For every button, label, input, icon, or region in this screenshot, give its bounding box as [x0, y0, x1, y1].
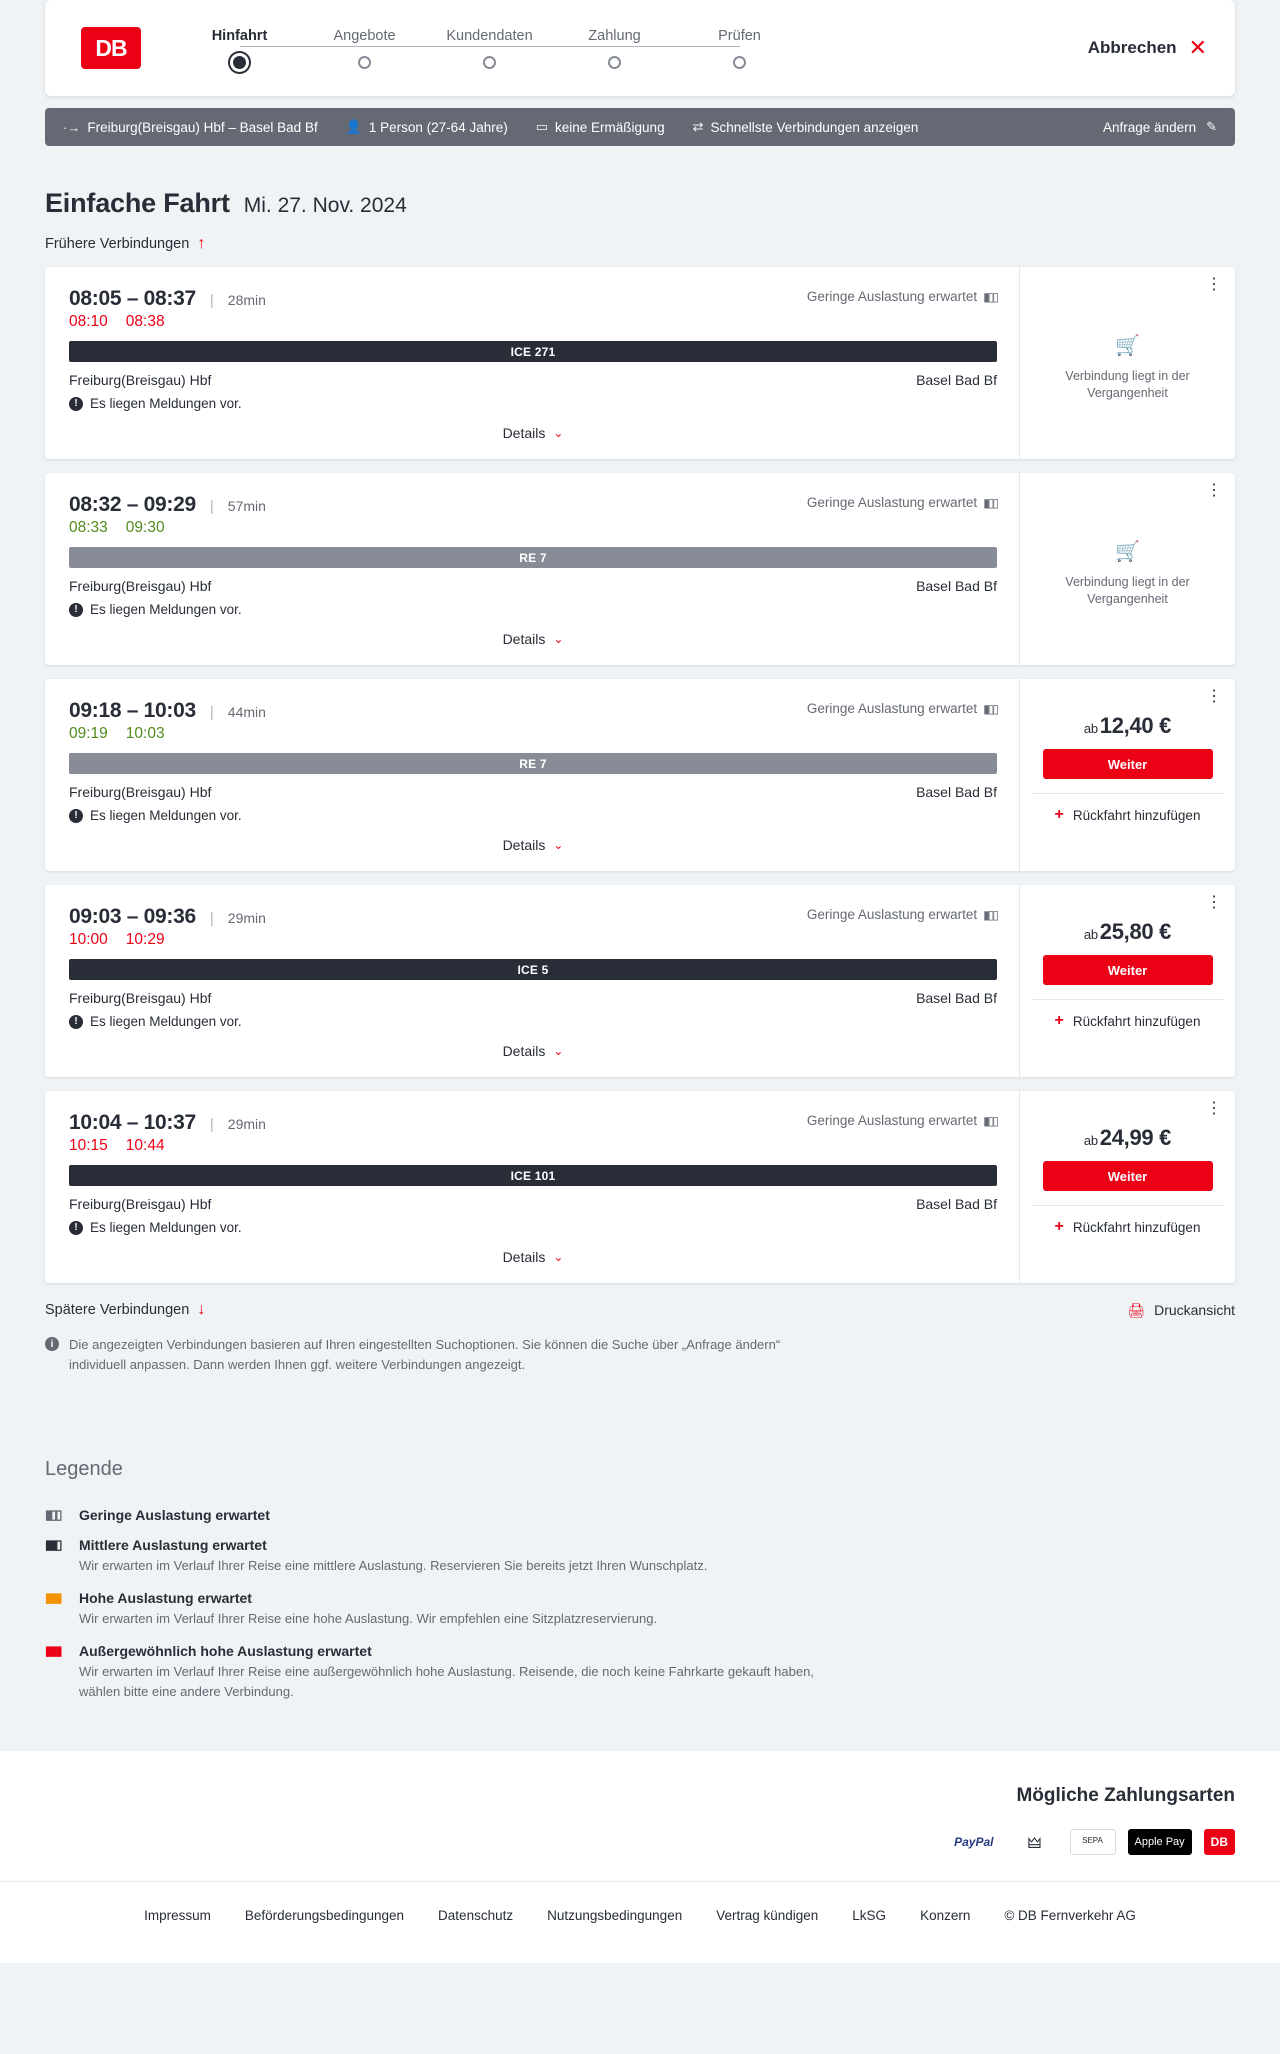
payments-section [0, 1751, 1280, 1881]
add-return-button[interactable] [1032, 1205, 1223, 1236]
legend-item-label: Mittlere Auslastung erwartet [79, 1537, 267, 1553]
utilization-info [807, 1113, 997, 1128]
connection-notice-label: Es liegen Meldungen vor. [90, 396, 242, 411]
step-2[interactable] [427, 28, 552, 69]
connection-notice[interactable] [69, 1220, 997, 1235]
payments-title: Mögliche Zahlungsarten [1016, 1784, 1235, 1806]
legend-item-desc: Wir erwarten im Verlauf Ihrer Reise eine außergewöhnlich hohe Auslastung. Reisende, die noch keine Fahrkarte gekauft haben, wählen bitte eine andere Verbindung. [79, 1664, 814, 1700]
route-arrow-icon: ·→ [63, 119, 81, 135]
connection-notice-label: Es liegen Meldungen vor. [90, 808, 242, 823]
app-header [45, 0, 1235, 96]
footer-link[interactable]: Beförderungsbedingungen [244, 1907, 405, 1923]
legend-item-label: Außergewöhnlich hohe Auslastung erwartet [79, 1643, 372, 1660]
connection-stations [69, 1196, 997, 1212]
utilization-info [807, 289, 997, 304]
close-icon[interactable]: ✕ [1188, 35, 1207, 60]
connection-card [45, 1091, 1235, 1283]
connection-time-range: 09:03 – 09:36 [69, 905, 196, 928]
step-3[interactable] [552, 28, 677, 69]
details-toggle[interactable] [503, 837, 564, 853]
connection-notice[interactable] [69, 808, 997, 823]
connection-stations [69, 990, 997, 1006]
connection-duration: 29min [227, 1116, 266, 1132]
change-request-button[interactable] [1103, 119, 1221, 135]
legend-items [45, 1507, 1235, 1703]
destination-station: Basel Bad Bf [916, 990, 997, 1006]
info-icon: ! [69, 603, 83, 617]
footer-link[interactable]: Konzern [920, 1907, 971, 1923]
train-badge[interactable]: ICE 271 [69, 341, 997, 362]
footer-link[interactable]: Datenschutz [438, 1907, 514, 1923]
details-toggle[interactable] [503, 425, 564, 441]
price-prefix: ab [1083, 1133, 1098, 1148]
past-connection-notice [1032, 539, 1223, 608]
footer-link[interactable]: LkSG [852, 1907, 887, 1923]
price-prefix: ab [1083, 721, 1098, 736]
footer-link[interactable]: Nutzungsbedingungen [547, 1907, 683, 1923]
step-dot [608, 56, 621, 69]
details-toggle[interactable] [503, 1249, 564, 1265]
utilization-label: Geringe Auslastung erwartet [806, 907, 978, 922]
chevron-down-icon: ⌄ [553, 838, 564, 852]
add-return-button[interactable] [1032, 999, 1223, 1030]
chevron-down-icon: ⌄ [553, 1250, 564, 1264]
occupancy-icon: ▮▮▮ [45, 1590, 61, 1606]
add-return-label: Rückfahrt hinzufügen [1072, 1219, 1201, 1235]
price-value: 12,40 € [1099, 713, 1172, 738]
print-view-button[interactable] [1127, 1302, 1235, 1319]
step-dot [358, 56, 371, 69]
connection-stations [69, 578, 997, 594]
cart-icon: 🛒 [1115, 540, 1140, 563]
price [1084, 1125, 1171, 1151]
later-connections-button[interactable] [45, 1301, 205, 1319]
origin-station: Freiburg(Breisgau) Hbf [69, 784, 212, 800]
step-connector [365, 46, 490, 47]
summary-route[interactable] [59, 120, 332, 135]
connection-main [45, 267, 1020, 459]
details-label: Details [502, 425, 546, 441]
connection-time-range: 08:32 – 09:29 [69, 493, 196, 516]
step-label: Prüfen [718, 27, 761, 44]
db-logo: DB [81, 27, 141, 69]
legend-title: Legende [45, 1458, 123, 1480]
plus-icon: + [1054, 806, 1064, 823]
legend-item-label: Hohe Auslastung erwartet [79, 1590, 252, 1607]
real-departure-time: 08:10 [69, 313, 108, 330]
step-label: Zahlung [588, 27, 641, 44]
later-connections-label: Spätere Verbindungen [45, 1302, 190, 1318]
origin-station: Freiburg(Breisgau) Hbf [69, 372, 212, 388]
footer-links [45, 1908, 1235, 1923]
step-dot [733, 56, 746, 69]
connection-duration: 29min [227, 910, 266, 926]
page-footer [0, 1881, 1280, 1963]
continue-button[interactable]: Weiter [1043, 749, 1213, 779]
train-badge[interactable]: RE 7 [69, 753, 997, 774]
step-connector [240, 46, 365, 47]
occupancy-icon: ▮▯▯ [983, 495, 997, 510]
legend-item [45, 1507, 1235, 1523]
summary-passengers[interactable] [332, 119, 522, 135]
info-icon: ! [69, 397, 83, 411]
change-request-label: Anfrage ändern [1103, 119, 1197, 135]
connection-side-price [1020, 1091, 1235, 1283]
connection-time-range: 10:04 – 10:37 [69, 1111, 196, 1134]
step-connector [615, 46, 740, 47]
person-icon: 👤 [345, 119, 362, 134]
results-footer-row [45, 1301, 1235, 1319]
details-row [69, 1029, 997, 1077]
card-icon: ▭ [535, 119, 549, 134]
chevron-down-icon: ⌄ [553, 632, 564, 646]
price-prefix: ab [1083, 927, 1098, 942]
connection-notice-label: Es liegen Meldungen vor. [90, 1014, 242, 1029]
info-icon: ! [69, 809, 83, 823]
legend-item-head [45, 1507, 1235, 1523]
past-connection-label: Verbindung liegt in der Vergangenheit [1065, 574, 1190, 606]
summary-discount-label: keine Ermäßigung [555, 119, 665, 135]
plus-icon: + [1054, 1218, 1064, 1235]
details-row [69, 1235, 997, 1283]
real-arrival-time: 10:44 [125, 1137, 165, 1154]
connection-notice[interactable] [69, 396, 997, 411]
arrow-up-icon: ↑ [197, 235, 206, 252]
connection-card [45, 885, 1235, 1077]
connection-side-price [1020, 885, 1235, 1077]
connection-card [45, 473, 1235, 665]
trip-type-title: Einfache Fahrt [45, 188, 230, 218]
printer-icon: 🖨 [1127, 1301, 1146, 1318]
connection-main [45, 1091, 1020, 1283]
legend-item-head [45, 1537, 1235, 1553]
search-hint [45, 1335, 835, 1374]
legend-item [45, 1590, 1235, 1629]
step-dot [233, 56, 246, 69]
legend-item-label: Geringe Auslastung erwartet [79, 1507, 270, 1523]
details-row [69, 617, 997, 665]
train-badge[interactable]: ICE 5 [69, 959, 997, 980]
connection-list [45, 267, 1235, 1283]
price-value: 25,80 € [1099, 919, 1172, 944]
connection-time-range: 08:05 – 08:37 [69, 287, 196, 310]
utilization-info [807, 907, 997, 922]
cancel-label: Abbrechen [1087, 38, 1177, 57]
summary-discount[interactable] [522, 119, 679, 135]
utilization-label: Geringe Auslastung erwartet [806, 289, 978, 304]
time-divider: | [209, 498, 214, 515]
details-row [69, 823, 997, 871]
legend-item-head [45, 1643, 1235, 1659]
continue-button[interactable]: Weiter [1043, 955, 1213, 985]
db-pay-icon: DB [1204, 1829, 1235, 1855]
info-icon: ! [69, 1221, 83, 1235]
real-departure-time: 09:19 [69, 725, 108, 742]
legend-item [45, 1643, 1235, 1702]
plus-icon: + [1054, 1012, 1064, 1029]
summary-route-label: Freiburg(Breisgau) Hbf – Basel Bad Bf [87, 119, 318, 135]
real-arrival-time: 08:38 [125, 313, 165, 330]
connection-side-price [1020, 679, 1235, 871]
price [1084, 919, 1171, 945]
connection-main [45, 679, 1020, 871]
occupancy-icon: ▮▯▯ [45, 1507, 61, 1522]
train-badge[interactable]: RE 7 [69, 547, 997, 568]
step-4[interactable] [677, 28, 802, 69]
chevron-down-icon: ⌄ [553, 1044, 564, 1058]
chevron-down-icon: ⌄ [553, 426, 564, 440]
connection-notice-label: Es liegen Meldungen vor. [90, 1220, 242, 1235]
connection-main [45, 473, 1020, 665]
past-connection-notice [1032, 333, 1223, 402]
legend-section [0, 1414, 1280, 1751]
price-value: 24,99 € [1099, 1125, 1172, 1150]
connection-real-times [69, 313, 997, 331]
apple-pay-icon: Apple Pay [1128, 1829, 1192, 1855]
details-row [69, 411, 997, 459]
search-hint-text: Die angezeigten Verbindungen basieren auf Ihren eingestellten Suchoptionen. Sie können die Suche über „Anfrage ändern“ individuell anpassen. Dann werden Ihnen ggf. weitere Verbindungen angezeigt. [69, 1337, 781, 1372]
real-arrival-time: 10:03 [125, 725, 165, 742]
step-connector [490, 46, 615, 47]
legend-item-head [45, 1590, 1235, 1606]
step-label: Kundendaten [446, 27, 533, 44]
destination-station: Basel Bad Bf [916, 372, 997, 388]
connection-side-past [1020, 267, 1235, 459]
real-arrival-time: 09:30 [125, 519, 165, 536]
utilization-info [807, 495, 997, 510]
footer-link[interactable]: Impressum [144, 1907, 211, 1923]
step-label: Angebote [333, 27, 396, 44]
booking-stepper [177, 28, 802, 69]
print-view-label: Druckansicht [1154, 1302, 1235, 1318]
search-summary-bar [45, 108, 1235, 146]
cart-icon: 🛒 [1115, 334, 1140, 357]
more-options-icon[interactable]: ⋮ [1206, 482, 1223, 499]
trip-date: Mi. 27. Nov. 2024 [243, 194, 407, 217]
giropay-icon: 🜲 [1012, 1829, 1058, 1855]
connection-card [45, 267, 1235, 459]
real-departure-time: 10:15 [69, 1137, 108, 1154]
sepa-icon: SEPA [1070, 1829, 1116, 1855]
connection-duration: 28min [227, 292, 266, 308]
past-connection-label: Verbindung liegt in der Vergangenheit [1065, 368, 1190, 400]
more-options-icon[interactable]: ⋮ [1206, 894, 1223, 911]
more-options-icon[interactable]: ⋮ [1206, 688, 1223, 705]
utilization-info [807, 701, 997, 716]
step-label: Hinfahrt [211, 27, 268, 44]
connection-stations [69, 784, 997, 800]
connection-side-past [1020, 473, 1235, 665]
occupancy-icon: ▮▮▮ [45, 1643, 61, 1659]
footer-link[interactable]: Vertrag kündigen [716, 1907, 819, 1923]
connection-real-times [69, 931, 997, 949]
paypal-icon: PayPal [948, 1829, 999, 1855]
details-toggle[interactable] [503, 631, 564, 647]
train-badge[interactable]: ICE 101 [69, 1165, 997, 1186]
add-return-label: Rückfahrt hinzufügen [1072, 1013, 1201, 1029]
summary-option[interactable] [679, 119, 933, 135]
legend-item-desc: Wir erwarten im Verlauf Ihrer Reise eine hohe Auslastung. Wir empfehlen eine Sitzplatzreservierung. [79, 1611, 658, 1627]
connection-notice[interactable] [69, 1014, 997, 1029]
copyright: © DB Fernverkehr AG [1004, 1907, 1136, 1923]
details-label: Details [502, 1043, 546, 1059]
connection-card [45, 679, 1235, 871]
utilization-label: Geringe Auslastung erwartet [806, 495, 978, 510]
continue-button[interactable]: Weiter [1043, 1161, 1213, 1191]
connection-duration: 57min [227, 498, 266, 514]
add-return-label: Rückfahrt hinzufügen [1072, 807, 1201, 823]
pencil-icon[interactable]: ✎ [1206, 119, 1217, 134]
origin-station: Freiburg(Breisgau) Hbf [69, 990, 212, 1006]
destination-station: Basel Bad Bf [916, 578, 997, 594]
occupancy-icon: ▮▯▯ [983, 701, 997, 716]
connection-real-times [69, 1137, 997, 1155]
info-icon: i [45, 1337, 59, 1351]
connection-notice-label: Es liegen Meldungen vor. [90, 602, 242, 617]
utilization-label: Geringe Auslastung erwartet [806, 701, 978, 716]
real-arrival-time: 10:29 [125, 931, 165, 948]
info-icon: ! [69, 1015, 83, 1029]
results-content [0, 188, 1280, 1374]
occupancy-icon: ▮▯▯ [983, 907, 997, 922]
details-toggle[interactable] [503, 1043, 564, 1059]
connection-stations [69, 372, 997, 388]
time-divider: | [209, 910, 214, 927]
summary-option-label: Schnellste Verbindungen anzeigen [710, 119, 919, 135]
step-dot [483, 56, 496, 69]
earlier-connections-label: Frühere Verbindungen [45, 236, 190, 252]
details-label: Details [502, 837, 546, 853]
more-options-icon[interactable]: ⋮ [1206, 276, 1223, 293]
time-divider: | [209, 292, 214, 309]
legend-item-desc: Wir erwarten im Verlauf Ihrer Reise eine mittlere Auslastung. Reservieren Sie bereits jetzt Ihren Wunschplatz. [79, 1558, 708, 1573]
page-title [45, 188, 1235, 219]
occupancy-icon: ▮▮▯ [45, 1537, 61, 1552]
connection-real-times [69, 725, 997, 743]
legend-item [45, 1537, 1235, 1576]
origin-station: Freiburg(Breisgau) Hbf [69, 1196, 212, 1212]
summary-passengers-label: 1 Person (27-64 Jahre) [368, 119, 508, 135]
utilization-label: Geringe Auslastung erwartet [806, 1113, 978, 1128]
add-return-button[interactable] [1032, 793, 1223, 824]
sliders-icon: ⇄ [692, 119, 704, 134]
connection-real-times [69, 519, 997, 537]
time-divider: | [209, 704, 214, 721]
destination-station: Basel Bad Bf [916, 1196, 997, 1212]
real-departure-time: 08:33 [69, 519, 108, 536]
time-divider: | [209, 1116, 214, 1133]
price [1084, 713, 1171, 739]
step-1[interactable] [302, 28, 427, 69]
more-options-icon[interactable]: ⋮ [1206, 1100, 1223, 1117]
details-label: Details [502, 1249, 546, 1265]
connection-main [45, 885, 1020, 1077]
step-0[interactable] [177, 28, 302, 69]
real-departure-time: 10:00 [69, 931, 108, 948]
arrow-down-icon: ↓ [197, 1301, 206, 1318]
details-label: Details [502, 631, 546, 647]
connection-notice[interactable] [69, 602, 997, 617]
connection-duration: 44min [227, 704, 266, 720]
origin-station: Freiburg(Breisgau) Hbf [69, 578, 212, 594]
connection-time-range: 09:18 – 10:03 [69, 699, 196, 722]
earlier-connections-button[interactable] [45, 235, 205, 253]
occupancy-icon: ▮▯▯ [983, 289, 997, 304]
destination-station: Basel Bad Bf [916, 784, 997, 800]
occupancy-icon: ▮▯▯ [983, 1113, 997, 1128]
payment-icons [45, 1829, 1235, 1855]
cancel-button[interactable] [1088, 37, 1207, 59]
